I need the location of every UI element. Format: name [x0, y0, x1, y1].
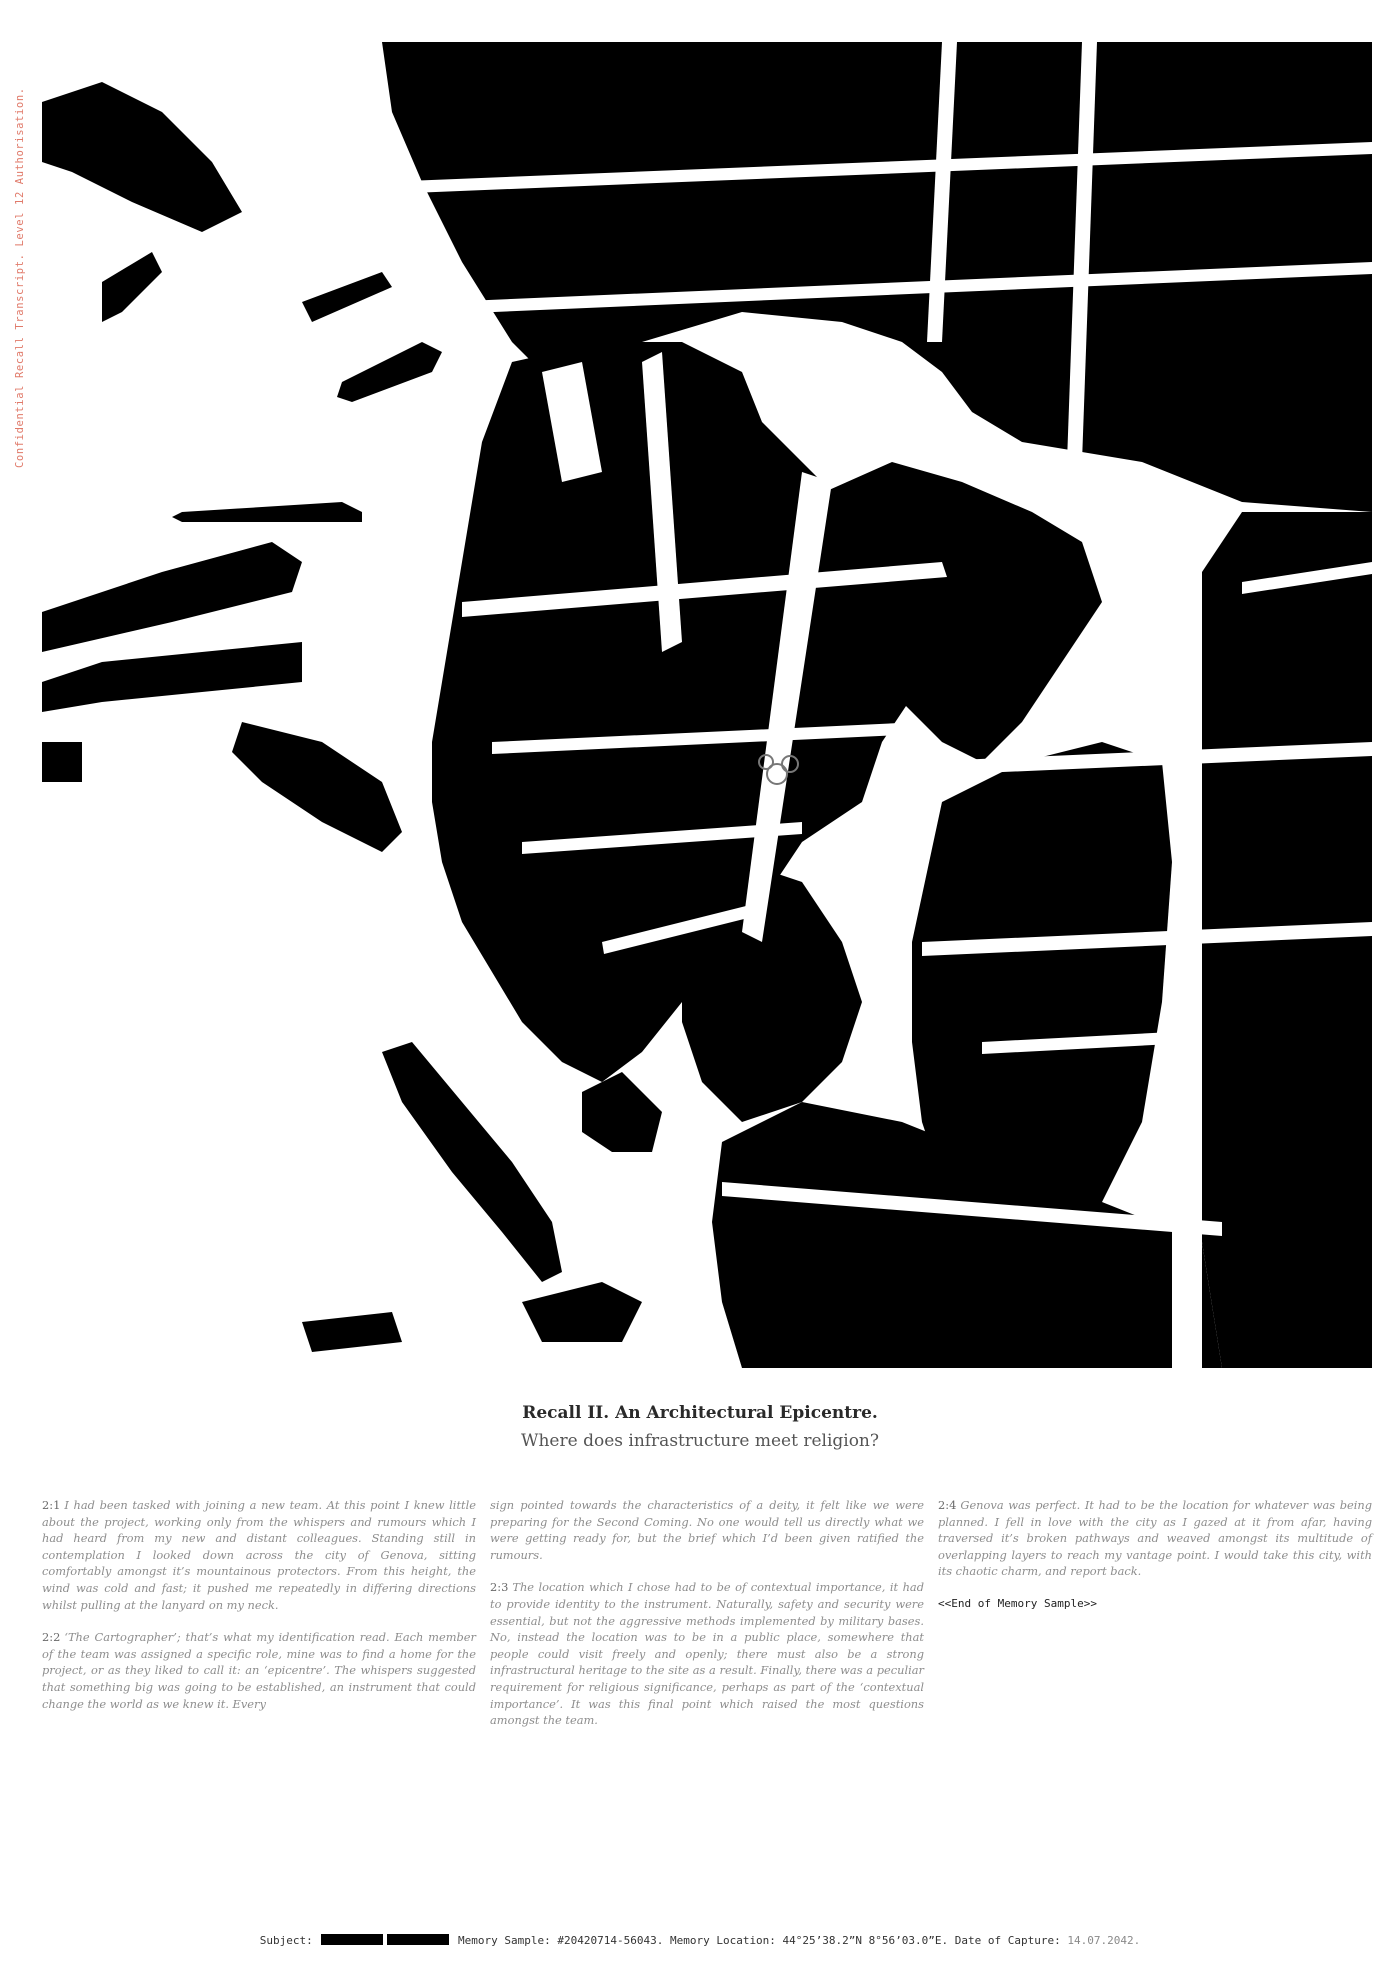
- page-title: Recall II. An Architectural Epicentre.: [522, 1403, 878, 1423]
- date-value: 14.07.2042.: [1067, 1934, 1141, 1947]
- text-columns: [42, 1497, 1372, 1745]
- paragraph: [490, 1579, 924, 1728]
- map-svg: [42, 42, 1372, 1368]
- text-column-3: [938, 1497, 1372, 1745]
- side-label: Confidential Recall Transcript. Level 12 Authorisation.: [14, 87, 26, 468]
- figure-ground-map: [42, 42, 1372, 1368]
- page-subtitle: Where does infrastructure meet religion?: [521, 1431, 879, 1451]
- paragraph-text: Genova was perfect. It had to be the location for whatever was being planned. I fell in love with the city as I gazed at it from afar, having traversed it’s broken pathways and weaved amongst its multitude of overlapping layers to reach my vantage point. I would take this city, with its chaotic charm, and report back.: [938, 1498, 1372, 1579]
- end-marker: <<End of Memory Sample>>: [938, 1596, 1097, 1610]
- paragraph: [938, 1497, 1372, 1580]
- footer-meta: [0, 1934, 1400, 1947]
- paragraph-text: The location which I chose had to be of contextual importance, it had to provide identity to the instrument. Naturally, safety and security were essential, but not the aggressive methods implemented by military bases. No, instead the location was to be in a public place, somewhere that people could visit freely and openly; there must also be a strong infrastructural heritage to the site as a result. Finally, there was a peculiar requirement for religious significance, perhaps as part of the ‘contextual importance’. It was this final point which raised the most questions amongst the team.: [490, 1580, 924, 1728]
- paragraph: [42, 1497, 476, 1613]
- memory-location: Memory Location: 44°25’38.2”N 8°56’03.0”E.: [669, 1934, 949, 1947]
- redaction-bar: [321, 1934, 383, 1945]
- redaction-bar: [387, 1934, 449, 1945]
- paragraph-text: I had been tasked with joining a new team. At this point I knew little about the project, working only from the whispers and rumours which I had heard from my new and distant colleagues. Standing still in contemplation I looked down across the city of Genova, sitting comfortably amongst it’s mountainous protectors. From this height, the wind was cold and fast; it pushed me repeatedly in differing directions whilst pulling at the lanyard on my neck.: [42, 1498, 476, 1612]
- paragraph-text: ‘The Cartographer’; that’s what my identification read. Each member of the team was assigned a specific role, mine was to find a home for the project, or as they liked to call it: an ‘epicentre’. The whispers suggested that something big was going to be established, an instrument that could change the world as we knew it. Every: [42, 1630, 476, 1711]
- paragraph: [490, 1497, 924, 1563]
- paragraph-number: 2:1: [42, 1498, 61, 1512]
- paragraph-number: 2:4: [938, 1498, 957, 1512]
- title-block: [0, 1403, 1400, 1451]
- paragraph-number: 2:2: [42, 1630, 61, 1645]
- date-label: Date of Capture:: [954, 1934, 1061, 1947]
- paragraph-text: sign pointed towards the characteristics of a deity, it felt like we were preparing for the Second Coming. No one would tell us directly what we were getting ready for, but the brief which I’d been given ratified the rumours.: [490, 1498, 924, 1562]
- text-column-1: [42, 1497, 476, 1745]
- subject-label: Subject:: [259, 1934, 313, 1947]
- memory-sample: Memory Sample: #20420714-56043.: [458, 1934, 664, 1947]
- text-column-2: [490, 1497, 924, 1745]
- paragraph: [42, 1629, 476, 1712]
- paragraph-number: 2:3: [490, 1580, 509, 1595]
